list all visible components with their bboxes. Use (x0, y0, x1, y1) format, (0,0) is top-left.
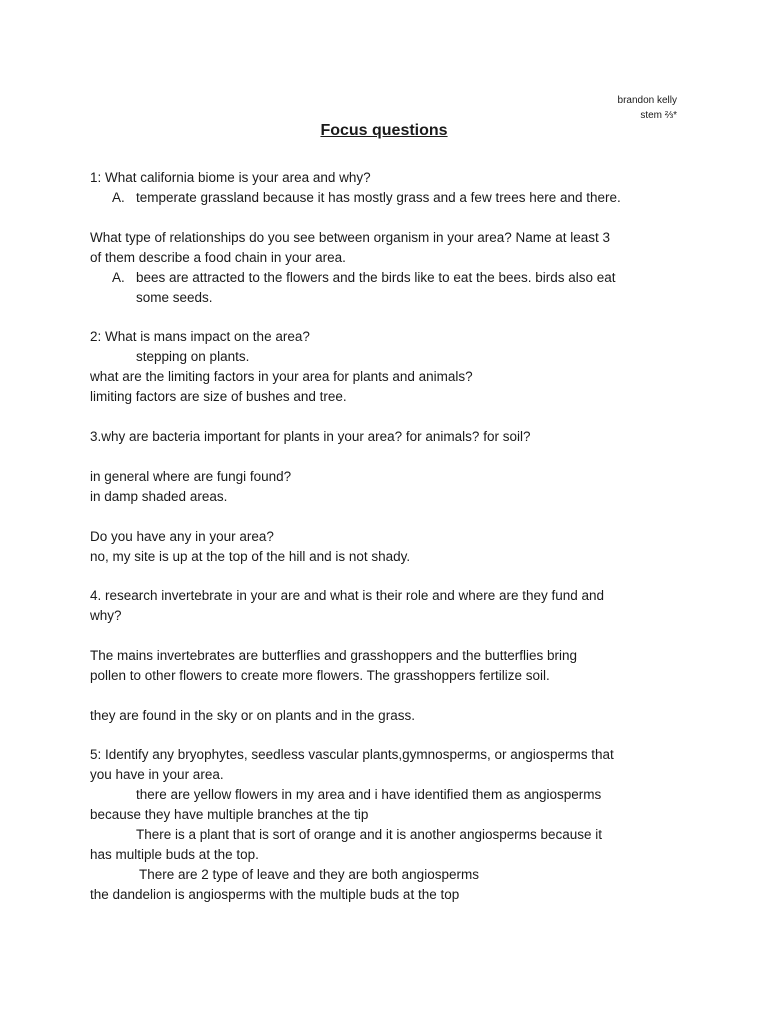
answer-relationships (112, 268, 616, 288)
answer-4-cont: pollen to other flowers to create more flowers. The grasshoppers fertilize soil. (90, 668, 550, 683)
answer-5-orange-plant-cont: has multiple buds at the top. (90, 847, 259, 862)
answer-4-location: they are found in the sky or on plants and in the grass. (90, 708, 415, 723)
answer-5-yellow-flowers-cont: because they have multiple branches at the tip (90, 807, 369, 822)
class-label: stem ⅔* (640, 110, 677, 121)
answer-5-leaves: There are 2 type of leave and they are both angiosperms (139, 867, 479, 882)
question-limiting-factors: what are the limiting factors in your area for plants and animals? (90, 369, 473, 384)
answer-fungi: in damp shaded areas. (90, 489, 228, 504)
answer-fungi-area: no, my site is up at the top of the hill and is not shady. (90, 549, 411, 564)
question-5-cont: you have in your area. (90, 767, 224, 782)
answer-text: temperate grassland because it has mostly grass and a few trees here and there. (136, 190, 621, 205)
page-title: Focus questions (320, 122, 448, 139)
author-name: brandon kelly (617, 95, 677, 106)
question-4: 4. research invertebrate in your are and what is their role and where are they fund and (90, 588, 605, 603)
question-relationships-cont: of them describe a food chain in your area. (90, 250, 346, 265)
answer-5-orange-plant: There is a plant that is sort of orange and it is another angiosperms because it (136, 827, 603, 842)
question-5: 5: Identify any bryophytes, seedless vascular plants,gymnosperms, or angiosperms that (90, 747, 614, 762)
answer-4: The mains invertebrates are butterflies and grasshoppers and the butterflies bring (90, 648, 578, 663)
question-1: 1: What california biome is your area and why? (90, 170, 371, 185)
question-fungi-area: Do you have any in your area? (90, 529, 274, 544)
answer-5-dandelion: the dandelion is angiosperms with the multiple buds at the top (90, 887, 460, 902)
list-marker: A. (112, 190, 125, 205)
question-4-cont: why? (90, 608, 122, 623)
header-info (618, 93, 677, 123)
answer-5-yellow-flowers: there are yellow flowers in my area and i have identified them as angiosperms (136, 787, 602, 802)
answer-text: bees are attracted to the flowers and the birds like to eat the bees. birds also eat (136, 270, 616, 285)
question-3: 3.why are bacteria important for plants in your area? for animals? for soil? (90, 429, 531, 444)
answer-2: stepping on plants. (136, 349, 250, 364)
answer-relationships-cont: some seeds. (136, 290, 213, 305)
answer-1a (112, 188, 621, 208)
question-fungi: in general where are fungi found? (90, 469, 292, 484)
list-marker: A. (112, 270, 125, 285)
question-relationships: What type of relationships do you see between organism in your area? Name at least 3 (90, 230, 611, 245)
question-2: 2: What is mans impact on the area? (90, 329, 310, 344)
answer-limiting-factors: limiting factors are size of bushes and tree. (90, 389, 347, 404)
